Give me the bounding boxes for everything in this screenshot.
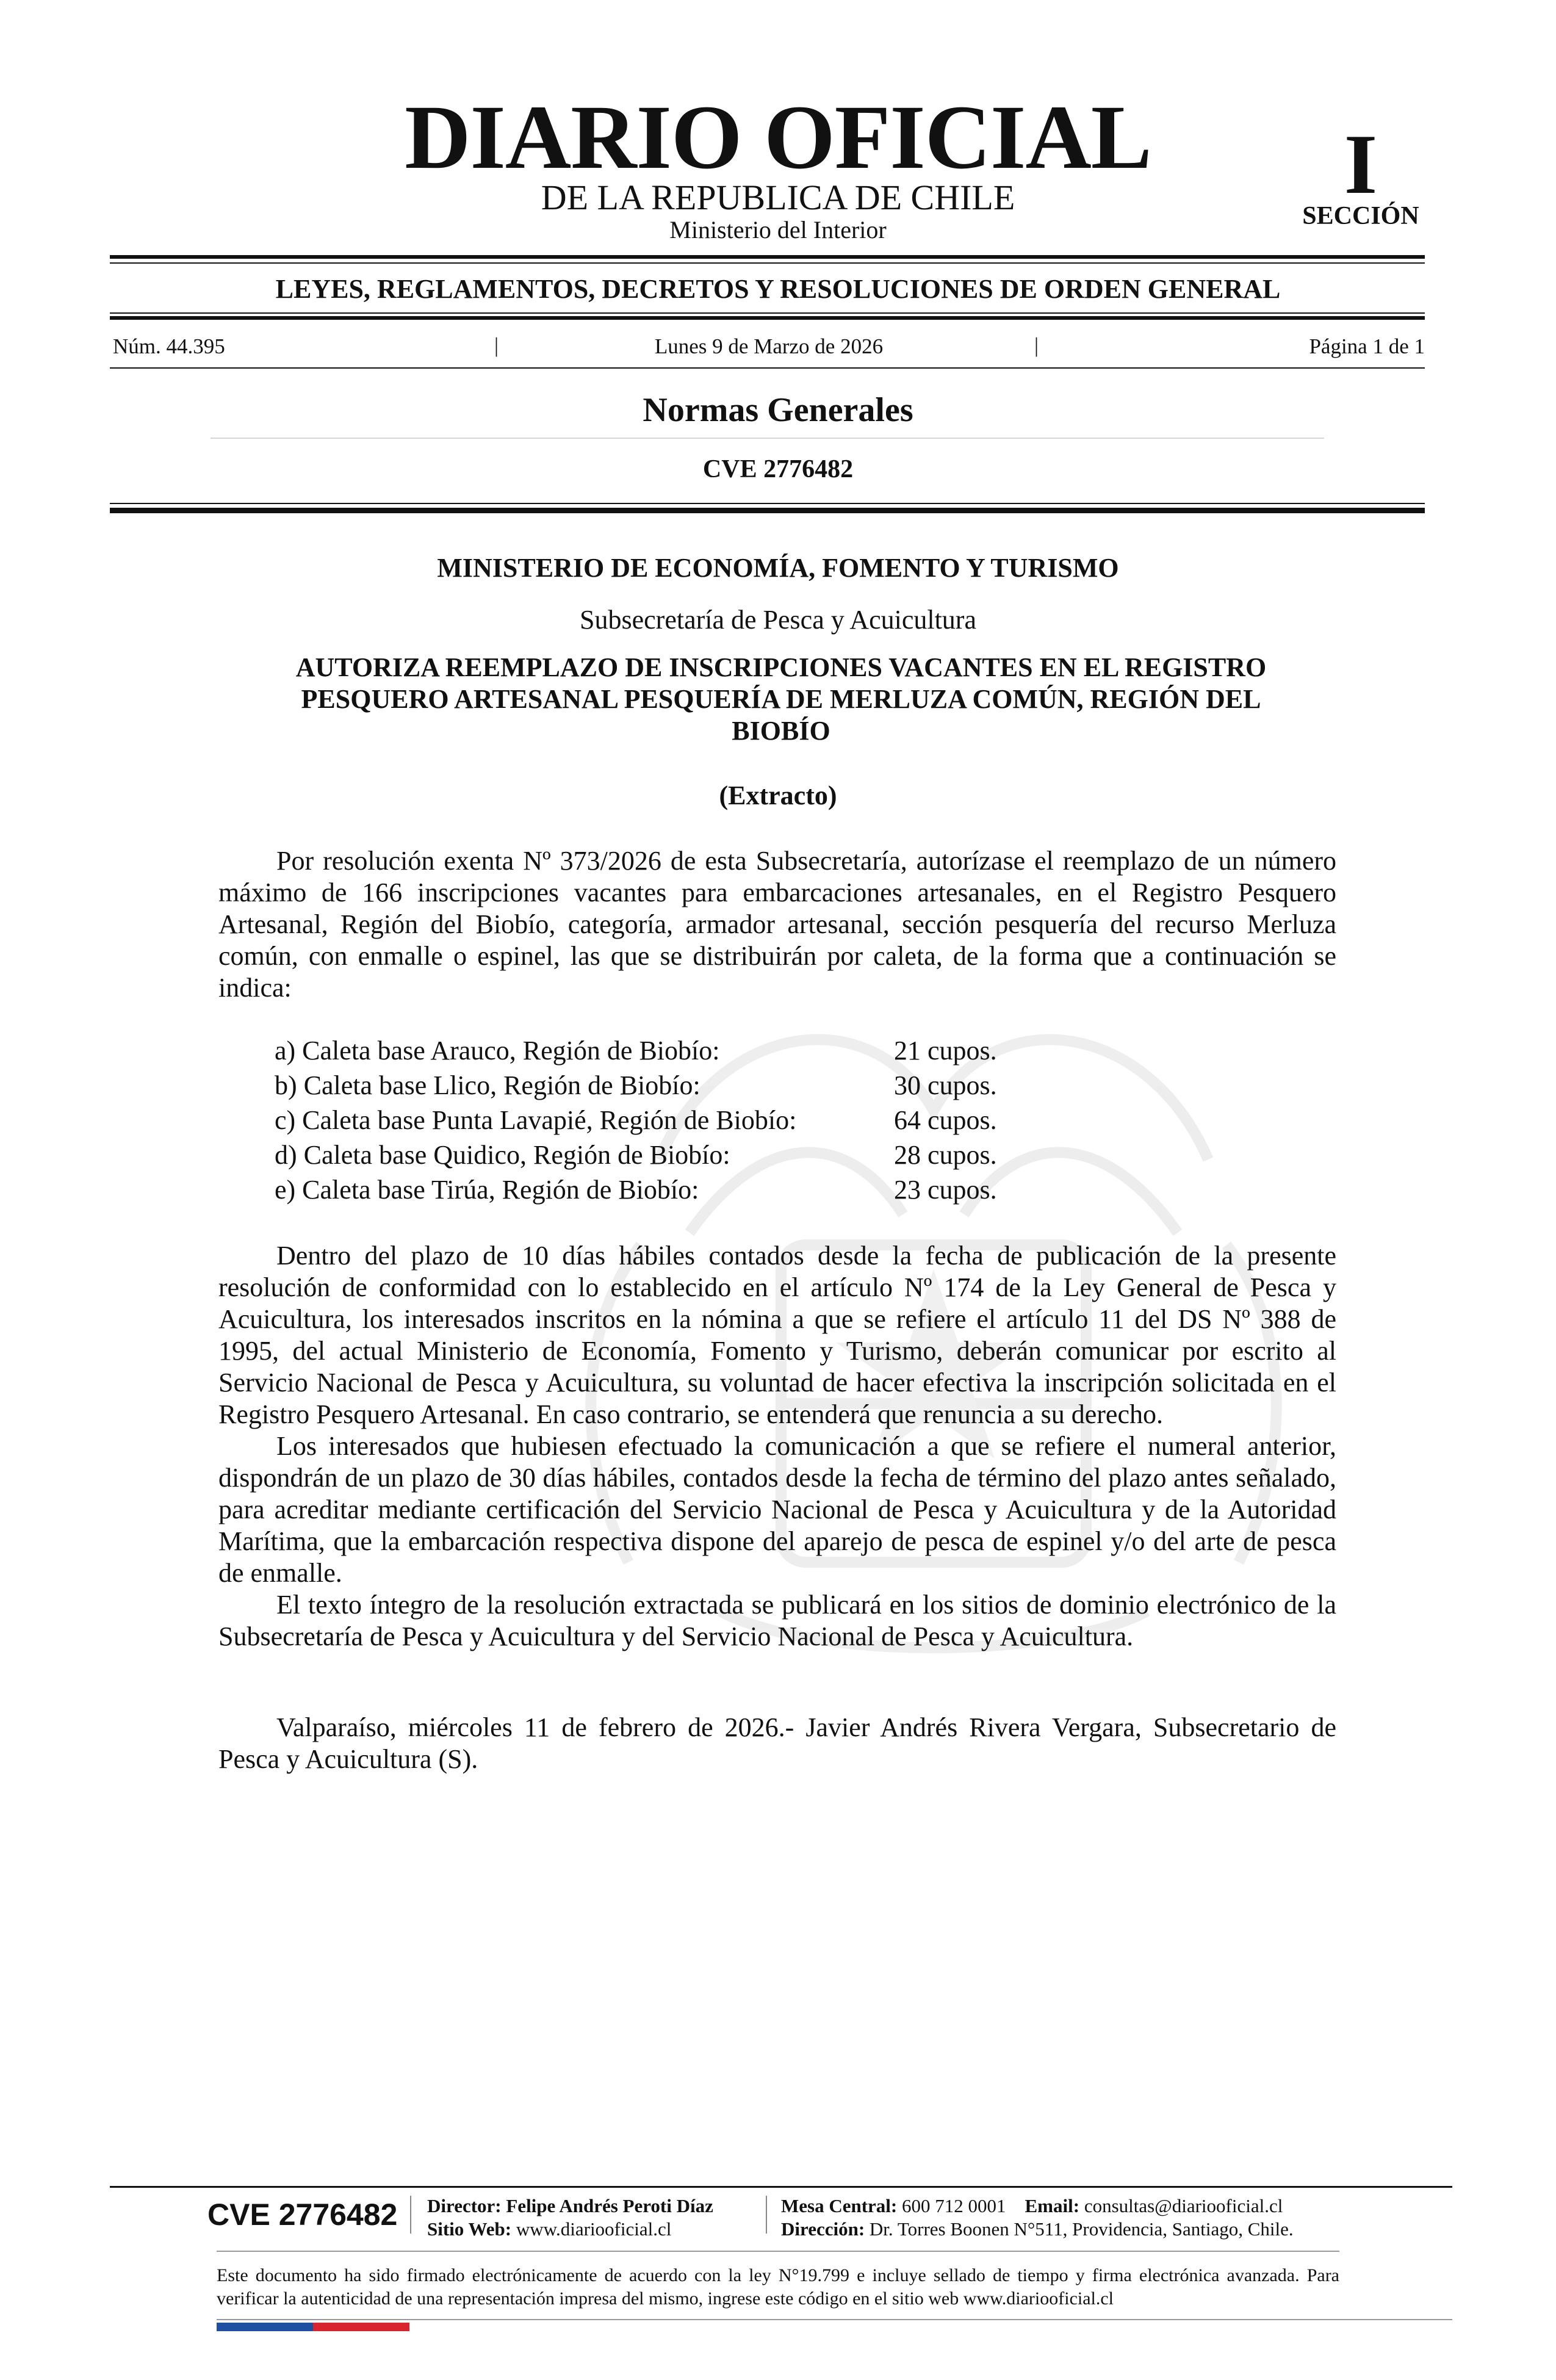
section-title: Normas Generales — [643, 391, 913, 429]
body-paragraphs — [218, 1240, 1336, 1653]
list-item — [275, 1172, 1129, 1207]
web-link[interactable]: www.diariooficial.cl — [516, 2218, 672, 2240]
issue-number: Núm. 44.395 — [113, 334, 225, 358]
issue-date: Lunes 9 de Marzo de 2026 — [654, 334, 884, 358]
quota-value: 21 cupos. — [894, 1036, 997, 1066]
issuing-ministry: MINISTERIO DE ECONOMÍA, FOMENTO Y TURISMO — [437, 553, 1119, 583]
band-rule-bottom-thick — [110, 316, 1425, 320]
section-number: I — [1344, 117, 1378, 212]
masthead-ministry: Ministerio del Interior — [669, 216, 887, 243]
flag-stripe-blue — [217, 2323, 313, 2331]
caleta-name: d) Caleta base Quidico, Región de Biobío: — [275, 1140, 730, 1170]
header-rule-top — [110, 255, 1425, 259]
resolution-title-line: AUTORIZA REEMPLAZO DE INSCRIPCIONES VACANTES EN EL REGISTRO — [295, 652, 1267, 682]
section-label: SECCIÓN — [1302, 202, 1419, 230]
list-item — [275, 1103, 1129, 1138]
email-link[interactable]: consultas@diariooficial.cl — [1084, 2195, 1283, 2216]
masthead-subtitle: DE LA REPUBLICA DE CHILE — [541, 178, 1015, 217]
caleta-name: a) Caleta base Arauco, Región de Biobío: — [275, 1036, 720, 1066]
signature-block — [218, 1712, 1336, 1775]
body-paragraph: Los interesados que hubiesen efectuado la comunicación a que se refiere el numeral anterior, dispondrán de un plazo de 30 días hábiles, contados desde la fecha de término del plazo antes señalado, para acreditar mediante certificación del Servicio Nacional de Pesca y Acuicultura y de la Autoridad Marítima, que la embarcación respectiva dispone del aparejo de pesca de espinel y/o del arte de pesca de enmalle. — [218, 1431, 1336, 1588]
caleta-name: e) Caleta base Tirúa, Región de Biobío: — [275, 1175, 699, 1205]
quota-value: 23 cupos. — [894, 1175, 997, 1205]
footer-divider — [410, 2196, 411, 2234]
resolution-title — [256, 652, 1306, 747]
footer-cve-code: CVE 2776482 — [207, 2198, 398, 2232]
intro-paragraph: Por resolución exenta Nº 373/2026 de esta Subsecretaría, autorízase el reemplazo de un número máximo de 166 inscripciones vacantes para embarcaciones artesanales, en el Registro Pesquero Artesanal, Región del Biobío, categoría, armador artesanal, sección pesquería del recurso Merluza común, con enmalle o espinel, las que se distribuirán por caleta, de la forma que a continuación se indica: — [218, 846, 1336, 1003]
cve-rule-thin — [110, 503, 1425, 504]
footer-rule-mid — [217, 2251, 1339, 2252]
info-separator: | — [494, 333, 499, 357]
director-name: Felipe Andrés Peroti Díaz — [506, 2195, 713, 2216]
footer-director-block — [427, 2194, 713, 2241]
info-separator: | — [1034, 333, 1039, 357]
footer-divider — [766, 2196, 767, 2234]
caleta-name: c) Caleta base Punta Lavapié, Región de Biobío: — [275, 1105, 797, 1135]
list-item — [275, 1138, 1129, 1172]
quota-value: 30 cupos. — [894, 1070, 997, 1100]
signature-paragraph: Valparaíso, miércoles 11 de febrero de 2026.- Javier Andrés Rivera Vergara, Subsecretario de Pesca y Acuicultura (S). — [218, 1712, 1336, 1774]
masthead-title: DIARIO OFICIAL — [405, 87, 1151, 188]
address-text: Dr. Torres Boonen N°511, Providencia, Santiago, Chile. — [869, 2218, 1294, 2240]
body-paragraph: El texto íntegro de la resolución extractada se publicará en los sitios de dominio electrónico de la Subsecretaría de Pesca y Acuicultura y del Servicio Nacional de Pesca y Acuicultura. — [218, 1590, 1336, 1651]
issuing-subsecretaria: Subsecretaría de Pesca y Acuicultura — [580, 605, 976, 635]
footer-rule-top — [110, 2186, 1452, 2188]
issue-info-row — [113, 334, 1425, 359]
web-label: Sitio Web: — [427, 2218, 512, 2240]
address-label: Dirección: — [781, 2218, 865, 2240]
footer-signature-note: Este documento ha sido firmado electrónicamente de acuerdo con la ley N°19.799 e incluye sellado de tiempo y firma electrónica avanzada. Para verificar la autenticidad de una representación impresa del mismo, ingrese este código en el sitio web www.diariooficial.cl — [217, 2265, 1339, 2309]
quota-value: 28 cupos. — [894, 1140, 997, 1170]
resolution-title-line: PESQUERO ARTESANAL PESQUERÍA DE MERLUZA COMÚN, REGIÓN DEL — [301, 684, 1261, 714]
flag-stripe-red — [313, 2323, 409, 2331]
footer-rule-bottom — [217, 2319, 1452, 2320]
caleta-name: b) Caleta base Llico, Región de Biobío: — [275, 1070, 701, 1100]
list-item — [275, 1033, 1129, 1068]
director-label: Director: — [427, 2195, 502, 2216]
intro-paragraph-block — [218, 845, 1336, 1004]
cve-code: CVE 2776482 — [702, 455, 854, 483]
list-item — [275, 1068, 1129, 1103]
footer-contact-block — [781, 2194, 1294, 2241]
section-title-underline — [211, 438, 1324, 439]
body-paragraph: Dentro del plazo de 10 días hábiles contados desde la fecha de publicación de la presente resolución de conformidad con lo establecido en el artículo Nº 174 de la Ley General de Pesca y Acuicultura, los interesados inscritos en la nómina a que se refiere el artículo 11 del DS Nº 388 de 1995, del actual Ministerio de Economía, Fomento y Turismo, deberán comunicar por escrito al Servicio Nacional de Pesca y Acuicultura, su voluntad de hacer efectiva la inscripción solicitada en el Registro Pesquero Artesanal. En caso contrario, se entenderá que renuncia a su derecho. — [218, 1241, 1336, 1429]
extracto-label: (Extracto) — [719, 781, 837, 810]
header-rule-top-thin — [110, 262, 1425, 264]
caleta-quota-list — [275, 1033, 1129, 1207]
resolution-title-line: BIOBÍO — [732, 716, 830, 746]
quota-value: 64 cupos. — [894, 1105, 997, 1135]
page-indicator: Página 1 de 1 — [1309, 334, 1425, 358]
email-label: Email: — [1025, 2195, 1080, 2216]
mesa-phone: 600 712 0001 — [902, 2195, 1006, 2216]
band-rule-bottom — [110, 312, 1425, 314]
info-rule — [110, 367, 1425, 369]
mesa-label: Mesa Central: — [781, 2195, 898, 2216]
cve-rule-thick — [110, 508, 1425, 513]
category-band: LEYES, REGLAMENTOS, DECRETOS Y RESOLUCIONES DE ORDEN GENERAL — [275, 274, 1281, 304]
